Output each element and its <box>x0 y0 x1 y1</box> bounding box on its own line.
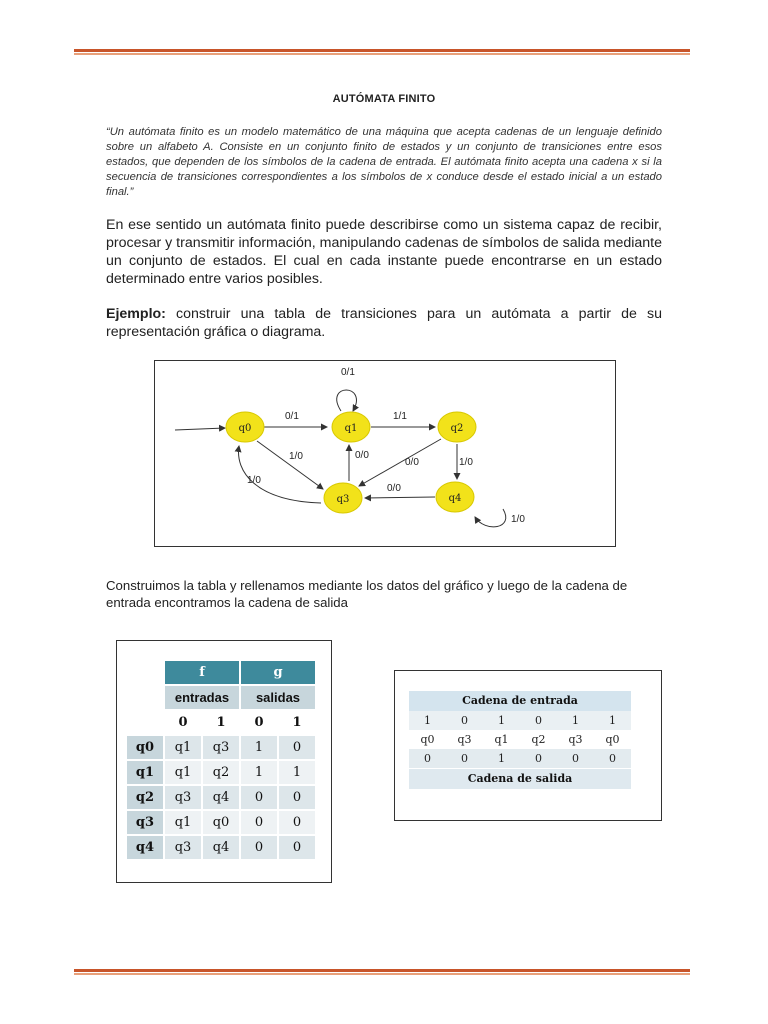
input-symbol: 0 <box>535 714 542 727</box>
output-symbol: 1 <box>498 752 505 765</box>
input-symbol: 1 <box>572 714 579 727</box>
edge-q2-q3 <box>359 439 441 486</box>
state-cell: q1 <box>494 733 509 746</box>
chain-table-box <box>394 670 662 821</box>
output-symbol: 0 <box>424 752 431 765</box>
state-q0-label: q0 <box>238 423 252 434</box>
input-row <box>409 711 631 730</box>
cell-f0: q1 <box>164 735 202 760</box>
top-divider <box>74 49 690 55</box>
transition-table <box>125 659 317 861</box>
edge-q4-q3 <box>365 497 435 498</box>
state-cell: q2 <box>531 733 546 746</box>
subheader-salidas: salidas <box>240 685 316 710</box>
output-symbol: 0 <box>461 752 468 765</box>
output-symbol: 0 <box>572 752 579 765</box>
diagram-svg <box>155 361 615 546</box>
state-cell: q3 <box>457 733 472 746</box>
cell-f0: q1 <box>164 810 202 835</box>
row-state: q4 <box>126 835 164 860</box>
state-q2-label: q2 <box>450 423 464 434</box>
page-title: AUTÓMATA FINITO <box>332 93 436 105</box>
chain-table-title: Cadena de entrada <box>409 691 631 711</box>
cell-g0: 0 <box>240 810 278 835</box>
start-arrow <box>175 428 225 430</box>
row-state: q2 <box>126 785 164 810</box>
state-q4-label: q4 <box>448 493 462 504</box>
cell-g1: 0 <box>278 810 316 835</box>
bit-header: 0 <box>164 710 202 735</box>
label-q4-q3: 0/0 <box>387 483 401 494</box>
state-cell: q3 <box>568 733 583 746</box>
label-q3-q0: 1/0 <box>247 475 261 486</box>
subheader-entradas: entradas <box>164 685 240 710</box>
cell-f0: q1 <box>164 760 202 785</box>
input-symbol: 1 <box>424 714 431 727</box>
definition-quote: “Un autómata finito es un modelo matemático de una máquina que acepta cadenas de un lenguaje definido sobre un alfabeto A. Consiste en un conjunto finito de estados y un conjunto de transiciones entre esos estados, que dependen de los símbolos de la cadena de entrada. El autómata finito acepta una cadena x si la secuencia de transiciones correspondientes a los símbolos de x conduce desde el estado inicial a un estado final.” <box>106 126 662 198</box>
input-symbol: 1 <box>609 714 616 727</box>
cell-g0: 1 <box>240 760 278 785</box>
cell-g1: 0 <box>278 785 316 810</box>
cell-g0: 0 <box>240 785 278 810</box>
cell-f1: q4 <box>202 785 240 810</box>
label-q4-q4: 1/0 <box>511 514 525 525</box>
label-q2-q4: 1/0 <box>459 457 473 468</box>
example-label: Ejemplo: <box>106 306 166 322</box>
state-row <box>409 730 631 749</box>
state-cell: q0 <box>420 733 435 746</box>
example-paragraph <box>106 305 662 341</box>
state-cell: q0 <box>605 733 620 746</box>
header-g: g <box>240 660 316 685</box>
bit-header: 0 <box>240 710 278 735</box>
example-text: construir una tabla de transiciones para un autómata a partir de su representación gráfica o diagrama. <box>106 306 662 340</box>
table-row <box>126 760 316 785</box>
table-row <box>126 835 316 860</box>
output-row <box>409 749 631 768</box>
edge-q0-q3 <box>257 441 323 489</box>
cell-f1: q3 <box>202 735 240 760</box>
edge-q4-q4 <box>475 509 506 527</box>
table-row <box>126 735 316 760</box>
output-symbol: 0 <box>535 752 542 765</box>
label-q1-q2: 1/1 <box>393 411 407 422</box>
cell-f1: q2 <box>202 760 240 785</box>
cell-g1: 0 <box>278 735 316 760</box>
intro-paragraph: En ese sentido un autómata finito puede describirse como un sistema capaz de recibir, procesar y transmitir información, manipulando cadenas de símbolos de salida mediante un conjunto de estados. El cual en cada instante puede encontrarse en un estado determinado entre varios posibles. <box>106 217 662 287</box>
label-q3-q1: 0/0 <box>355 450 369 461</box>
header-f: f <box>164 660 240 685</box>
cell-g1: 0 <box>278 835 316 860</box>
input-symbol: 1 <box>498 714 505 727</box>
cell-g0: 1 <box>240 735 278 760</box>
bit-header: 1 <box>202 710 240 735</box>
state-q3-label: q3 <box>336 494 350 505</box>
chain-table <box>409 691 631 789</box>
row-state: q1 <box>126 760 164 785</box>
label-q2-q3: 0/0 <box>405 457 419 468</box>
output-symbol: 0 <box>609 752 616 765</box>
cell-g1: 1 <box>278 760 316 785</box>
table-row <box>126 810 316 835</box>
cell-f0: q3 <box>164 835 202 860</box>
cell-g0: 0 <box>240 835 278 860</box>
chain-table-footer: Cadena de salida <box>409 769 631 789</box>
cell-f1: q0 <box>202 810 240 835</box>
label-q1-q1: 0/1 <box>341 367 355 378</box>
row-state: q0 <box>126 735 164 760</box>
bit-header: 1 <box>278 710 316 735</box>
transition-table-box <box>116 640 332 883</box>
table-intro-paragraph: Construimos la tabla y rellenamos mediante los datos del gráfico y luego de la cadena de entrada encontramos la cadena de salida <box>106 578 628 610</box>
cell-f0: q3 <box>164 785 202 810</box>
edge-q1-q1 <box>337 390 357 411</box>
table-row <box>126 785 316 810</box>
bottom-divider <box>74 969 690 975</box>
input-symbol: 0 <box>461 714 468 727</box>
label-q0-q3: 1/0 <box>289 451 303 462</box>
label-q0-q1: 0/1 <box>285 411 299 422</box>
row-state: q3 <box>126 810 164 835</box>
automaton-diagram <box>154 360 616 547</box>
cell-f1: q4 <box>202 835 240 860</box>
state-q1-label: q1 <box>344 423 358 434</box>
